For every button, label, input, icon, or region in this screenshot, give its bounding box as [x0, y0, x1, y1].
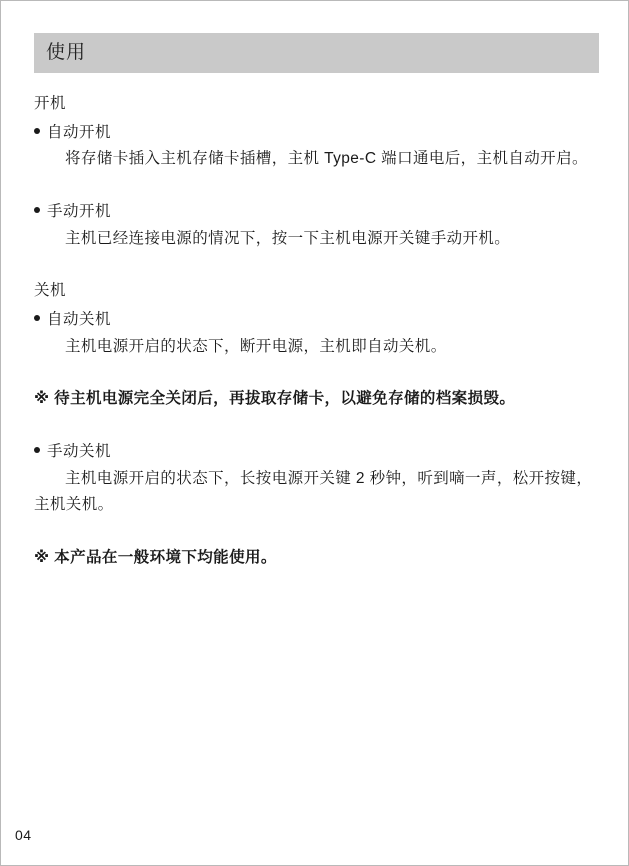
bullet-manual-power-on — [34, 199, 599, 226]
page-content — [34, 33, 599, 572]
spacer — [34, 413, 599, 439]
bullet-dot-icon — [34, 128, 40, 134]
paragraph-auto-power-off: 主机电源开启的状态下，断开电源，主机即自动关机。 — [65, 337, 447, 355]
spacer — [34, 519, 599, 545]
document-body — [34, 91, 599, 572]
bullet-dot-icon — [34, 315, 40, 321]
paragraph-auto-power-on: 将存储卡插入主机存储卡插槽，主机 Type-C 端口通电后，主机自动开启。 — [65, 150, 588, 168]
note-general-environment: ※ 本产品在一般环境下均能使用。 — [34, 548, 277, 566]
spacer — [34, 173, 599, 199]
heading-power-off: 关机 — [34, 282, 67, 300]
paragraph-manual-power-on: 主机已经连接电源的情况下，按一下主机电源开关键手动开机。 — [65, 229, 511, 247]
bullet-manual-power-off — [34, 439, 599, 466]
section-header-banner — [34, 33, 599, 73]
bullet-auto-power-off — [34, 307, 599, 334]
spacer — [34, 252, 599, 278]
page-number: 04 — [15, 827, 32, 843]
note-remove-card-warning: ※ 待主机电源完全关闭后，再拔取存储卡，以避免存储的档案损毁。 — [34, 390, 516, 408]
section-title: 使用 — [46, 42, 87, 63]
paragraph-manual-power-off: 主机电源开启的状态下，长按电源开关键 2 秒钟，听到嘀一声，松开按键，主机关机。 — [34, 469, 593, 514]
heading-power-on: 开机 — [34, 95, 67, 112]
bullet-auto-power-on-label: 自动开机 — [47, 123, 112, 141]
bullet-dot-icon — [34, 207, 40, 213]
bullet-auto-power-on — [34, 120, 599, 147]
bullet-auto-power-off-label: 自动关机 — [47, 310, 112, 328]
bullet-manual-power-off-label: 手动关机 — [47, 442, 112, 460]
bullet-dot-icon — [34, 447, 40, 453]
spacer — [34, 360, 599, 386]
bullet-manual-power-on-label: 手动开机 — [47, 202, 112, 220]
